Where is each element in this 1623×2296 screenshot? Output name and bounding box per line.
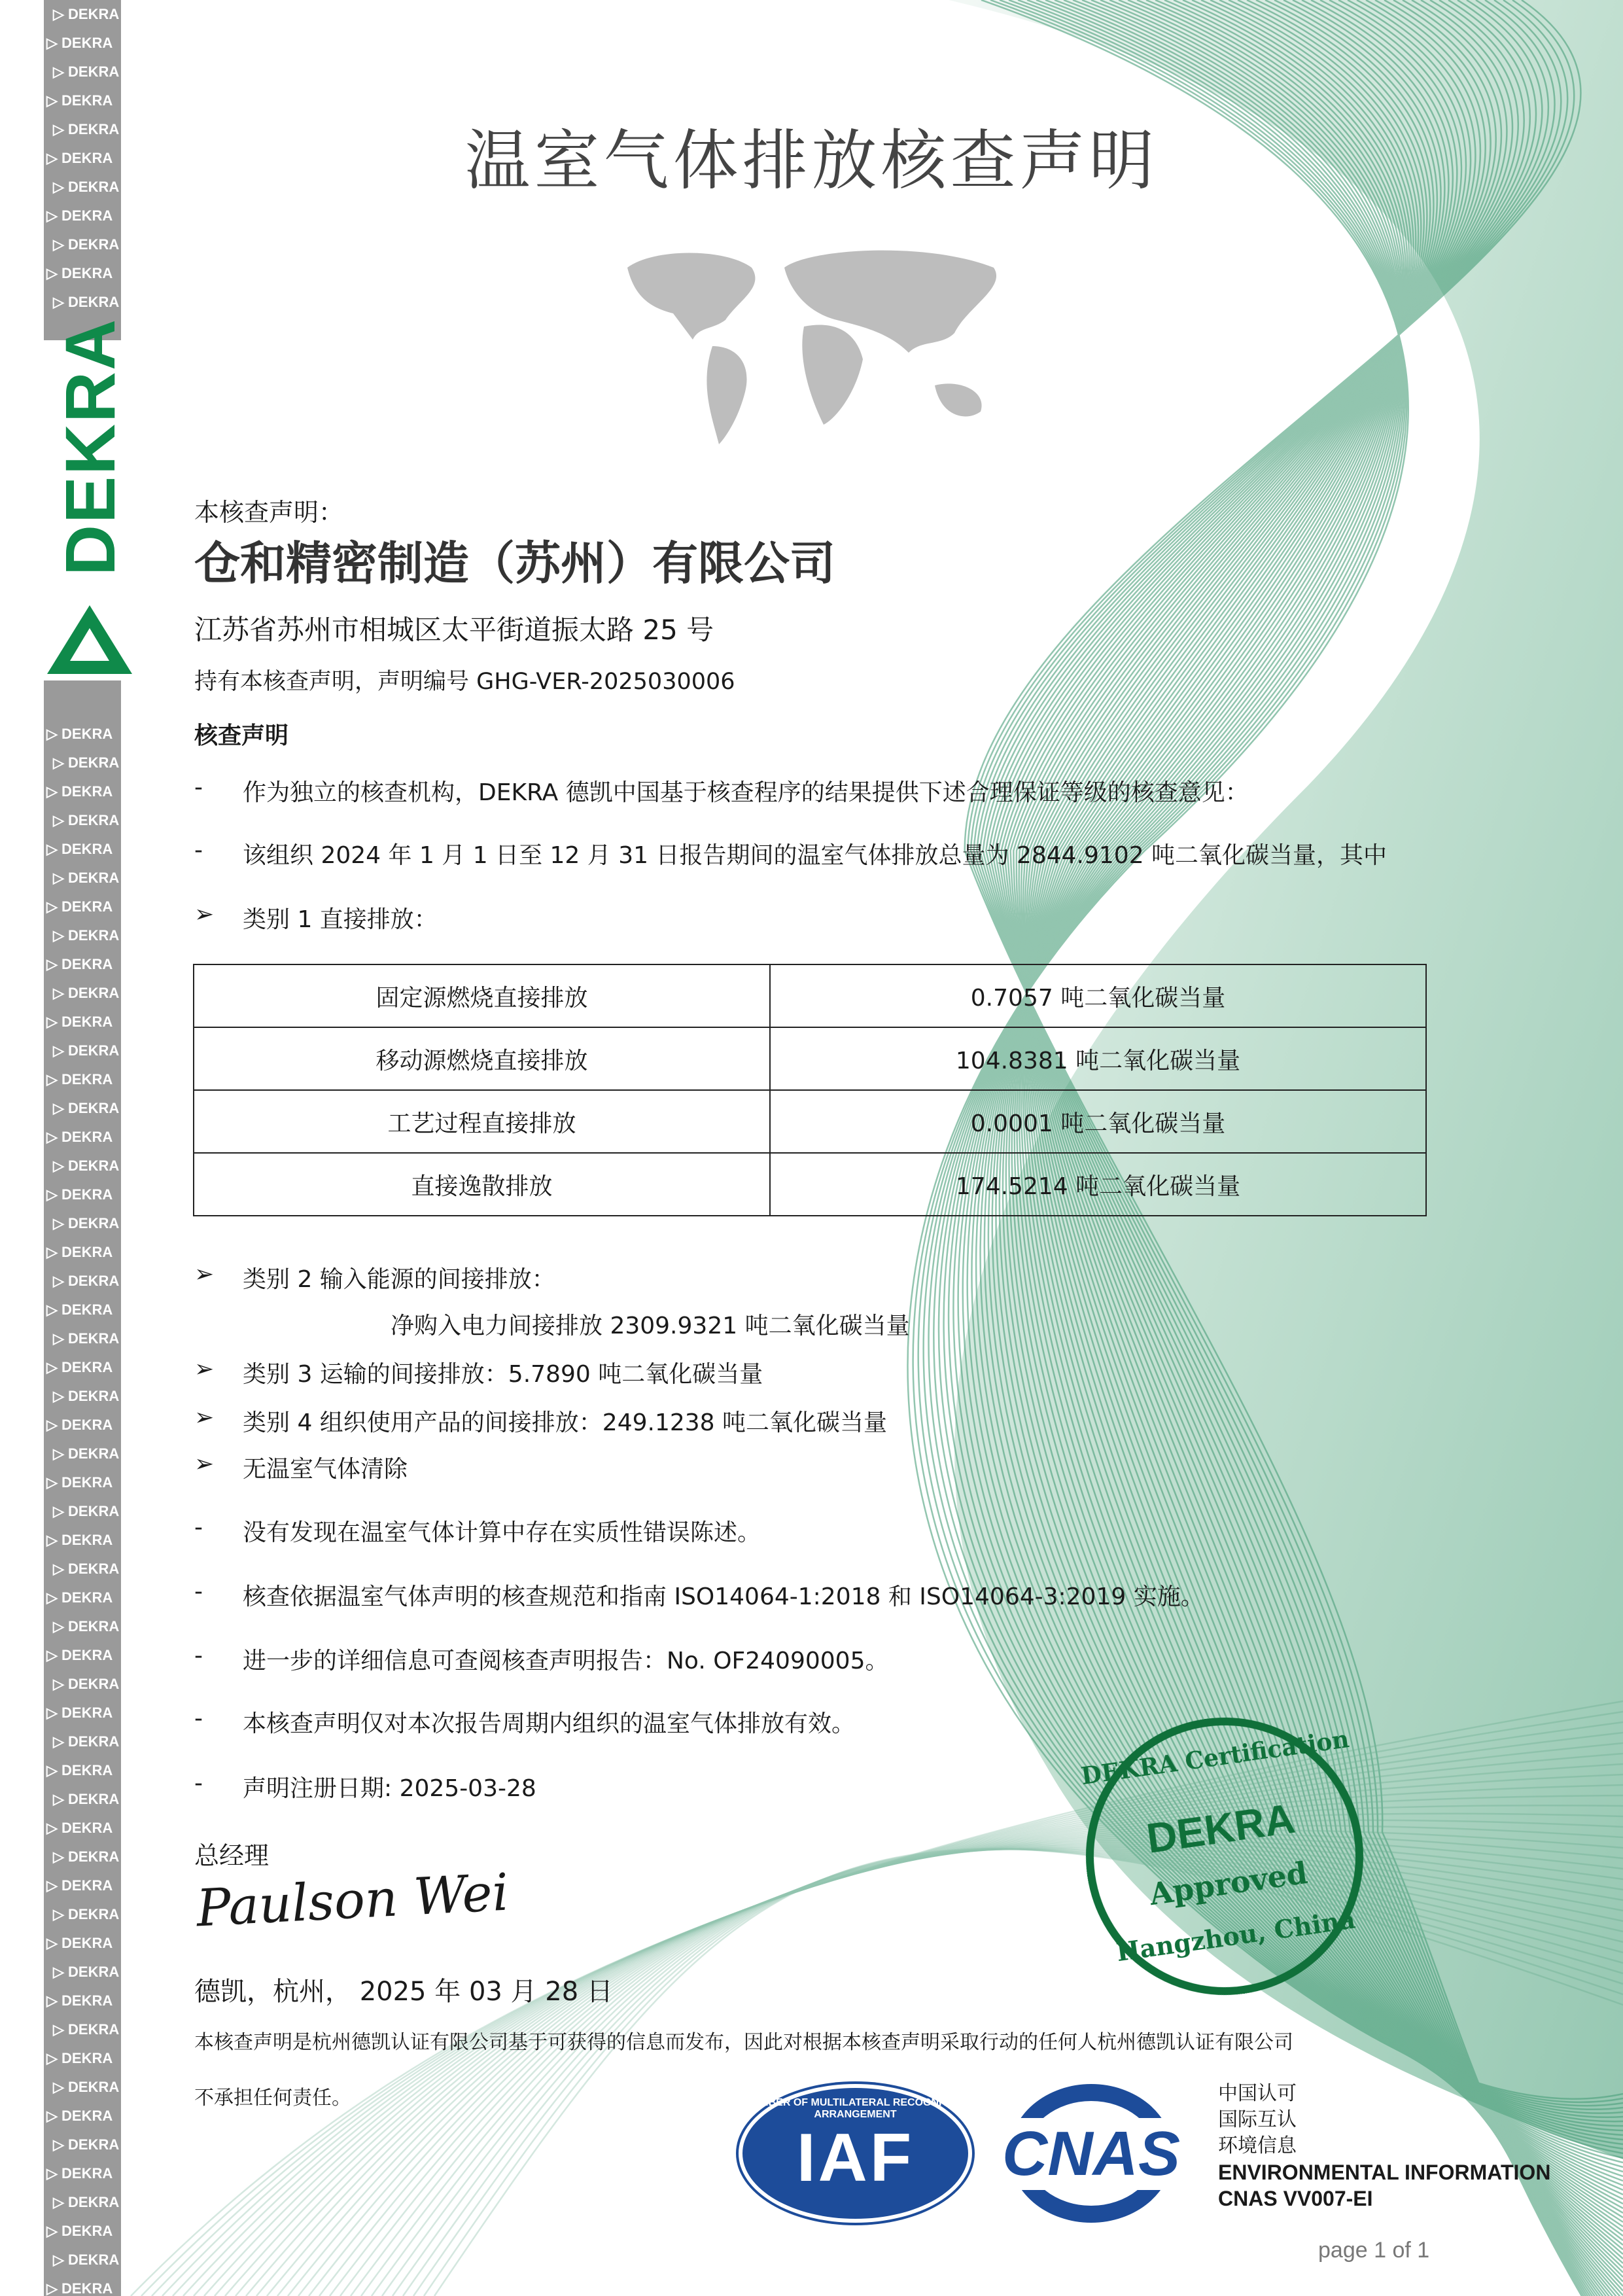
brand-pattern-text: ▷ DEKRA (53, 121, 120, 137)
source-cell: 工艺过程直接排放 (194, 1090, 770, 1153)
brand-pattern-text: ▷ DEKRA (53, 1906, 120, 1922)
table-row (194, 1027, 1426, 1090)
brand-pattern-text: ▷ DEKRA (53, 236, 120, 253)
table-row (194, 1153, 1426, 1216)
brand-pattern-text: ▷ DEKRA (46, 1474, 113, 1491)
accreditation-text: 国际互认 (1218, 2108, 1297, 2131)
accreditation-text: 中国认可 (1218, 2082, 1297, 2105)
category2-detail: 净购入电力间接排放 2309.9321 吨二氧化碳当量 (391, 1313, 910, 1339)
direct-emissions-table (193, 964, 1427, 1216)
cnas-logo: CNAS (990, 2084, 1193, 2223)
table-row (194, 1090, 1426, 1153)
brand-pattern-text: ▷ DEKRA (46, 92, 113, 109)
brand-pattern-text: ▷ DEKRA (46, 1762, 113, 1778)
place-date: 德凯，杭州， 2025 年 03 月 28 日 (194, 1977, 613, 2007)
arrow-bullet-icon: ➢ (194, 1451, 215, 1477)
arrow-bullet-icon: ➢ (194, 1261, 215, 1288)
source-cell: 移动源燃烧直接排放 (194, 1027, 770, 1090)
brand-pattern-text: ▷ DEKRA (53, 985, 120, 1001)
brand-pattern-text: ▷ DEKRA (46, 2108, 113, 2124)
brand-pattern-text: ▷ DEKRA (46, 898, 113, 915)
certification-stamp: DEKRA Certification DEKRA Approved Hangzhou, China (1068, 1700, 1382, 2013)
accreditation-text: 环境信息 (1218, 2134, 1297, 2157)
brand-pattern-text: ▷ DEKRA (53, 1157, 120, 1174)
statement-text: 进一步的详细信息可查阅核查声明报告：No. OF24090005。 (243, 1648, 889, 1674)
brand-pattern-text: ▷ DEKRA (53, 2079, 120, 2095)
dash-bullet: - (194, 837, 203, 864)
brand-pattern-text: ▷ DEKRA (53, 1445, 120, 1462)
brand-pattern-text: ▷ DEKRA (46, 35, 113, 51)
arrow-bullet-icon: ➢ (194, 1404, 215, 1431)
brand-pattern-text: ▷ DEKRA (53, 294, 120, 310)
brand-pattern-text: ▷ DEKRA (46, 1071, 113, 1087)
brand-pattern-text: ▷ DEKRA (53, 2021, 120, 2038)
brand-pattern-text: ▷ DEKRA (53, 1273, 120, 1289)
brand-pattern-text: ▷ DEKRA (53, 754, 120, 771)
source-cell: 固定源燃烧直接排放 (194, 964, 770, 1027)
brand-pattern-text: ▷ DEKRA (46, 1532, 113, 1548)
brand-pattern-text: ▷ DEKRA (46, 841, 113, 857)
brand-pattern-text: ▷ DEKRA (46, 1301, 113, 1318)
dash-bullet: - (194, 1642, 203, 1669)
category1-label: 类别 1 直接排放： (243, 906, 438, 933)
brand-pattern-text: ▷ DEKRA (46, 1186, 113, 1203)
brand-pattern-text: ▷ DEKRA (46, 1014, 113, 1030)
brand-pattern-text: ▷ DEKRA (53, 1215, 120, 1231)
brand-pattern-text: ▷ DEKRA (53, 63, 120, 80)
brand-pattern-text: ▷ DEKRA (46, 1992, 113, 2009)
dekra-triangle-icon (44, 602, 135, 680)
brand-pattern-text: ▷ DEKRA (53, 1561, 120, 1577)
statement-number: 持有本核查声明，声明编号 GHG-VER-2025030006 (194, 669, 735, 695)
brand-pattern-text: ▷ DEKRA (46, 150, 113, 166)
company-name: 仓和精密制造（苏州）有限公司 (194, 537, 835, 590)
brand-pattern-text: ▷ DEKRA (46, 1589, 113, 1606)
brand-pattern-text: ▷ DEKRA (46, 207, 113, 224)
dash-bullet: - (194, 1514, 203, 1541)
signer-title: 总经理 (194, 1841, 270, 1870)
brand-pattern-text: ▷ DEKRA (46, 1129, 113, 1145)
category3-label: 类别 3 运输的间接排放：5.7890 吨二氧化碳当量 (243, 1361, 763, 1388)
value-cell: 0.0001 吨二氧化碳当量 (770, 1090, 1426, 1153)
brand-pattern-text: ▷ DEKRA (53, 1791, 120, 1807)
dash-bullet: - (194, 1770, 203, 1797)
value-cell: 0.7057 吨二氧化碳当量 (770, 964, 1426, 1027)
disclaimer-line: 不承担任何责任。 (194, 2087, 351, 2110)
brand-pattern-text: ▷ DEKRA (53, 1733, 120, 1750)
category4-label: 类别 4 组织使用产品的间接排放：249.1238 吨二氧化碳当量 (243, 1409, 888, 1436)
brand-pattern-text: ▷ DEKRA (46, 2050, 113, 2066)
category2-label: 类别 2 输入能源的间接排放： (243, 1266, 555, 1293)
disclaimer-line: 本核查声明是杭州德凯认证有限公司基于可获得的信息而发布，因此对根据本核查声明采取行动的任何人杭州德凯认证有限公司 (194, 2031, 1293, 2054)
brand-pattern-text: ▷ DEKRA (46, 956, 113, 972)
accreditation-text: ENVIRONMENTAL INFORMATION (1218, 2161, 1551, 2184)
brand-pattern-text: ▷ DEKRA (53, 1676, 120, 1692)
statement-text: 本核查声明仅对本次报告周期内组织的温室气体排放有效。 (243, 1710, 856, 1737)
brand-pattern-text: ▷ DEKRA (46, 1359, 113, 1375)
arrow-bullet-icon: ➢ (194, 901, 215, 928)
brand-pattern-text: ▷ DEKRA (53, 179, 120, 195)
signature: Paulson Wei (194, 1863, 510, 1939)
page-number: page 1 of 1 (1318, 2238, 1430, 2263)
intro-label: 本核查声明： (194, 498, 344, 527)
section-title: 核查声明 (194, 722, 289, 749)
arrow-bullet-icon: ➢ (194, 1356, 215, 1383)
brand-pattern-text: ▷ DEKRA (53, 2136, 120, 2153)
accreditation-number: CNAS VV007-EI (1218, 2187, 1373, 2210)
brand-pattern-text: ▷ DEKRA (46, 1647, 113, 1663)
dash-bullet: - (194, 774, 203, 801)
brand-pattern-text: ▷ DEKRA (53, 927, 120, 944)
dash-bullet: - (194, 1705, 203, 1732)
brand-pattern-text: ▷ DEKRA (53, 1618, 120, 1634)
brand-pattern-text: ▷ DEKRA (53, 1964, 120, 1980)
brand-pattern-text: ▷ DEKRA (46, 1877, 113, 1894)
brand-pattern-text: ▷ DEKRA (46, 1820, 113, 1836)
statement-text: 没有发现在温室气体计算中存在实质性错误陈述。 (243, 1519, 761, 1546)
bullet-text: 该组织 2024 年 1 月 1 日至 12 月 31 日报告期间的温室气体排放总量为 2844.9102 吨二氧化碳当量，其中 (243, 842, 1387, 869)
iaf-logo: MEMBER OF MULTILATERAL RECOGNITION ARRANGEMENT IAF (739, 2084, 972, 2223)
source-cell: 直接逸散排放 (194, 1153, 770, 1216)
brand-pattern-text: ▷ DEKRA (53, 1388, 120, 1404)
brand-pattern-text: ▷ DEKRA (53, 1848, 120, 1865)
brand-pattern-text: ▷ DEKRA (46, 726, 113, 742)
brand-pattern-text: ▷ DEKRA (46, 1704, 113, 1721)
company-address: 江苏省苏州市相城区太平街道振太路 25 号 (194, 614, 714, 646)
dekra-logo: DEKRA (44, 340, 135, 680)
brand-pattern-text: ▷ DEKRA (53, 1503, 120, 1519)
dash-bullet: - (194, 1578, 203, 1605)
brand-pattern-text: ▷ DEKRA (53, 812, 120, 828)
world-map-image (614, 241, 1016, 453)
statement-text: 核查依据温室气体声明的核查规范和指南 ISO14064-1:2018 和 ISO14064-3:2019 实施。 (243, 1583, 1204, 1610)
value-cell: 174.5214 吨二氧化碳当量 (770, 1153, 1426, 1216)
value-cell: 104.8381 吨二氧化碳当量 (770, 1027, 1426, 1090)
brand-pattern-text: ▷ DEKRA (46, 265, 113, 281)
brand-pattern-text: ▷ DEKRA (53, 1100, 120, 1116)
brand-pattern-text: ▷ DEKRA (53, 1042, 120, 1059)
removal-label: 无温室气体清除 (243, 1456, 408, 1483)
brand-pattern-text: ▷ DEKRA (46, 783, 113, 800)
table-row (194, 964, 1426, 1027)
brand-pattern-text: ▷ DEKRA (53, 2252, 120, 2268)
bullet-text: 作为独立的核查机构，DEKRA 德凯中国基于核查程序的结果提供下述合理保证等级的核查意见： (243, 779, 1249, 806)
brand-pattern-text: ▷ DEKRA (46, 2223, 113, 2239)
brand-pattern-text: ▷ DEKRA (53, 2194, 120, 2210)
brand-pattern-text: ▷ DEKRA (53, 1330, 120, 1347)
brand-pattern-text: ▷ DEKRA (46, 2280, 113, 2296)
brand-pattern-text: ▷ DEKRA (53, 870, 120, 886)
document-title: 温室气体排放核查声明 (464, 122, 1159, 199)
brand-pattern-text: ▷ DEKRA (46, 1244, 113, 1260)
brand-pattern-text: ▷ DEKRA (53, 6, 120, 22)
registration-date: 声明注册日期: 2025-03-28 (243, 1775, 536, 1802)
brand-pattern-text: ▷ DEKRA (46, 1417, 113, 1433)
brand-pattern-text: ▷ DEKRA (46, 2165, 113, 2181)
brand-pattern-text: ▷ DEKRA (46, 1935, 113, 1951)
